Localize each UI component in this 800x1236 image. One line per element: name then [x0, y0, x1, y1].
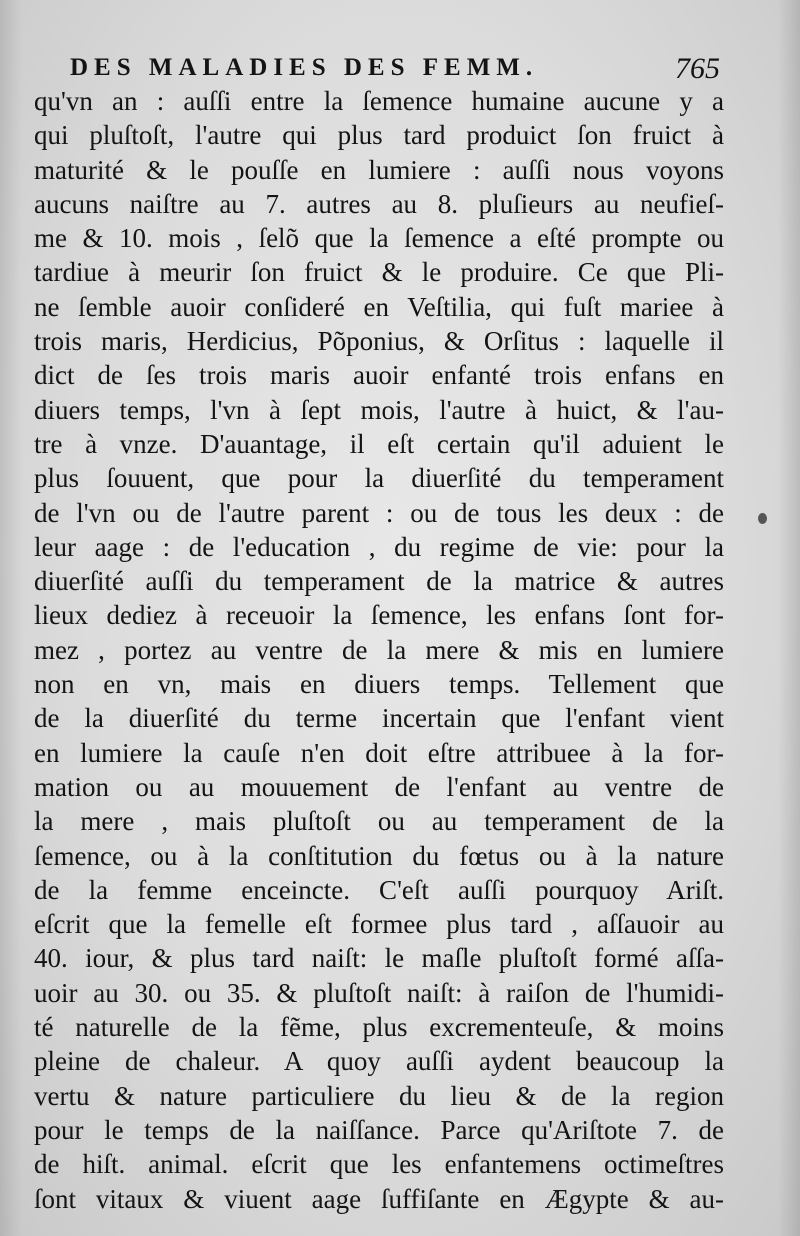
text-line: mation ou au mouuement de l'enfant au ventre de [34, 771, 724, 802]
text-line: mez , portez au ventre de la mere & mis en lumiere [34, 634, 724, 665]
text-line: té naturelle de la fẽme, plus excrementeuſe, & moins [34, 1012, 724, 1043]
page-edge-shadow-right [778, 0, 800, 1236]
text-line: dict de ſes trois maris auoir enfanté trois enfans en [34, 360, 724, 391]
text-line: pour le temps de la naiſſance. Parce qu'Ariſtote 7. de [34, 1114, 724, 1145]
text-line: de l'vn ou de l'autre parent : ou de tous les deux : de [34, 497, 724, 528]
text-line: tardiue à meurir ſon fruict & le produire. Ce que Pli- [34, 257, 724, 288]
text-line: vertu & nature particuliere du lieu & de la region [34, 1080, 724, 1111]
text-line: non en vn, mais en diuers temps. Tellement que [34, 669, 724, 700]
text-line: de la femme enceincte. C'eſt auſſi pourquoy Ariſt. [34, 874, 724, 905]
text-line: tre à vnze. D'auantage, il eſt certain qu'il aduient le [34, 428, 724, 459]
text-line: qu'vn an : auſſi entre la ſemence humaine aucune y a [34, 86, 724, 116]
ink-speck [758, 513, 767, 524]
text-line: diuerſité auſſi du temperament de la matrice & autres [34, 566, 724, 597]
text-line: 40. iour, & plus tard naiſt: le maſle pluſtoſt formé aſſa- [34, 943, 724, 974]
running-title: DES MALADIES DES FEMM. [70, 54, 539, 81]
text-line: diuers temps, l'vn à ſept mois, l'autre à huict, & l'au- [34, 394, 724, 425]
text-line: me & 10. mois , ſelõ que la ſemence a eſté prompte ou [34, 223, 724, 254]
text-line: lieux dediez à receuoir la ſemence, les enfans ſont for- [34, 600, 724, 631]
text-line: de la diuerſité du terme incertain que l'enfant vient [34, 703, 724, 734]
text-line: ſemence, ou à la conſtitution du fœtus ou à la nature [34, 840, 724, 871]
text-line: pleine de chaleur. A quoy auſſi aydent beaucoup la [34, 1046, 724, 1077]
text-line: eſcrit que la femelle eſt formee plus tard , aſſauoir au [34, 909, 724, 940]
text-line: aucuns naiſtre au 7. autres au 8. pluſieurs au neufieſ- [34, 188, 724, 219]
text-line: leur aage : de l'education , du regime de vie: pour la [34, 531, 724, 562]
page-edge-shadow-left [0, 0, 22, 1236]
text-line: ſont vitaux & viuent aage ſuffiſante en Ægypte & au- [34, 1183, 724, 1214]
text-line: plus ſouuent, que pour la diuerſité du temperament [34, 463, 724, 494]
text-line: trois maris, Herdicius, Põponius, & Orſitus : laquelle il [34, 326, 724, 357]
text-line: uoir au 30. ou 35. & pluſtoſt naiſt: à raiſon de l'humidi- [34, 977, 724, 1008]
text-line: maturité & le pouſſe en lumiere : auſſi nous voyons [34, 154, 724, 185]
body-text [34, 84, 724, 1216]
text-line: qui pluſtoſt, l'autre qui plus tard produict ſon fruict à [34, 120, 724, 151]
page-number: 765 [675, 52, 720, 85]
text-line: ne ſemble auoir conſideré en Veſtilia, qui fuſt mariee à [34, 291, 724, 322]
text-line: de hiſt. animal. eſcrit que les enfantemens octimeſtres [34, 1149, 724, 1180]
text-line: en lumiere la cauſe n'en doit eſtre attribuee à la for- [34, 737, 724, 768]
text-line: la mere , mais pluſtoſt ou au temperament de la [34, 806, 724, 837]
